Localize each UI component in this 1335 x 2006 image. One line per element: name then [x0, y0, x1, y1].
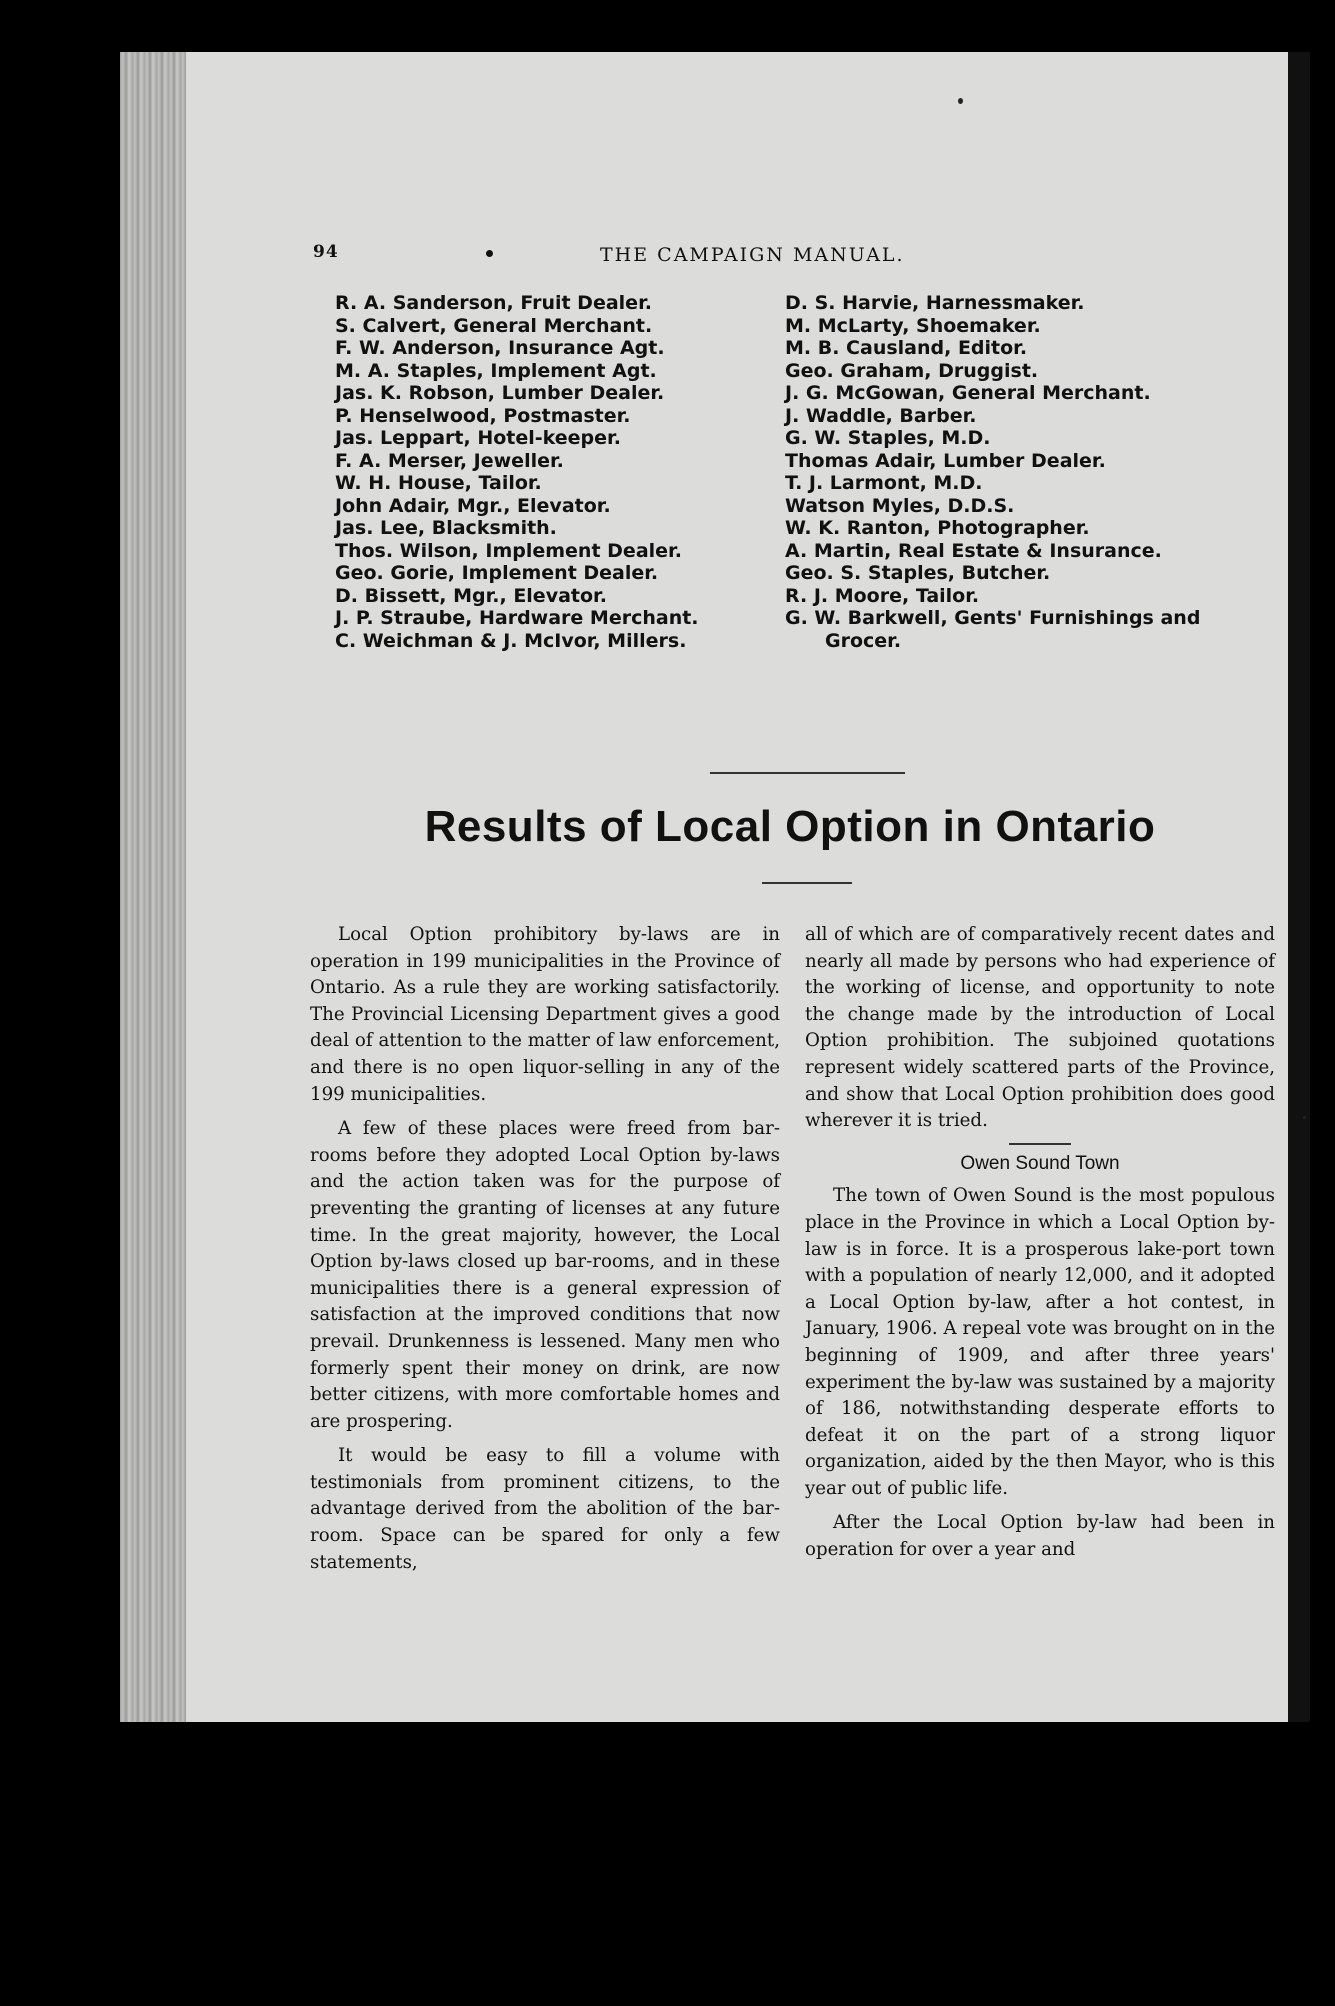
supporters-lists	[310, 292, 1270, 692]
article-paragraph: After the Local Option by-law had been in operation for over a year and	[805, 1512, 1275, 1561]
list-item: D. S. Harvie, Harnessmaker.	[785, 292, 1085, 314]
right-name-list	[785, 292, 1265, 652]
list-item: T. J. Larmont, M.D.	[785, 472, 983, 494]
list-item: G. W. Staples, M.D.	[785, 427, 991, 449]
article-left-column	[310, 922, 780, 1584]
list-item: J. Waddle, Barber.	[785, 404, 977, 427]
title-underline	[762, 882, 852, 884]
article-paragraph: It would be easy to fill a volume with testimonials from prominent citizens, to the advantage derived from the abolition of the bar-room. Space can be spared for only a few statements,	[310, 1445, 780, 1573]
article-title: Results of Local Option in Ontario	[424, 802, 1156, 851]
page-binding	[120, 52, 186, 1722]
list-item: M. B. Causland, Editor.	[785, 337, 1028, 359]
list-item: A. Martin, Real Estate & Insurance.	[785, 539, 1162, 562]
subheading-rule	[1009, 1143, 1071, 1145]
page-content	[310, 242, 1275, 1573]
list-item: F. W. Anderson, Insurance Agt.	[335, 337, 665, 359]
scan-speck	[958, 98, 963, 104]
left-name-list	[335, 292, 775, 652]
book-page	[120, 52, 1310, 1722]
list-item: R. A. Sanderson, Fruit Dealer.	[335, 292, 652, 314]
subheading-owen-sound: Owen Sound Town	[960, 1152, 1120, 1174]
page-header	[310, 242, 1270, 282]
list-item: C. Weichman & J. McIvor, Millers.	[335, 629, 687, 652]
list-item: Jas. K. Robson, Lumber Dealer.	[335, 382, 665, 404]
list-item: Watson Myles, D.D.S.	[785, 494, 1015, 517]
article-right-column	[805, 922, 1275, 1572]
list-item: J. G. McGowan, General Merchant.	[785, 382, 1151, 404]
article-paragraph: A few of these places were freed from bar-rooms before they adopted Local Option by-laws and the action taken was for the purpose of preventing the granting of licenses at any future time. In the great majority, however, the Local Option by-laws closed up bar-rooms, and in these municipalities there is a general expression of satisfaction at the improved conditions that now prevail. Drunkenness is lessened. Many men who formerly spent their money on drink, are now better citizens, with more comfortable homes and are prospering.	[310, 1118, 780, 1432]
list-item: F. A. Merser, Jeweller.	[335, 449, 564, 472]
list-item: W. H. House, Tailor.	[335, 472, 542, 494]
list-item: Jas. Lee, Blacksmith.	[335, 517, 557, 539]
list-item: J. P. Straube, Hardware Merchant.	[335, 607, 699, 629]
list-item: G. W. Barkwell, Gents' Furnishings and Grocer.	[785, 607, 1201, 652]
list-item: Thos. Wilson, Implement Dealer.	[335, 539, 682, 562]
page-edge-shadow	[1288, 52, 1310, 1722]
list-item: Geo. Graham, Druggist.	[785, 359, 1039, 382]
article-paragraph: Local Option prohibitory by-laws are in operation in 199 municipalities in the Province of Ontario. As a rule they are working satisfactorily. The Provincial Licensing Department gives a good deal of attention to the matter of law enforcement, and there is no open liquor-selling in any of the 199 municipalities.	[310, 924, 780, 1105]
section-divider	[710, 772, 905, 774]
list-item: M. A. Staples, Implement Agt.	[335, 359, 657, 382]
article-paragraph-continued: all of which are of comparatively recent dates and nearly all made by persons who had experience of the working of license, and opportunity to note the change made by the introduction of Local Option prohibition. The subjoined quotations represent widely scattered parts of the Province, and show that Local Option prohibition does good wherever it is tried.	[805, 924, 1275, 1132]
list-item: John Adair, Mgr., Elevator.	[335, 494, 611, 517]
list-item: Geo. Gorie, Implement Dealer.	[335, 562, 659, 584]
scan-speck	[1303, 1116, 1306, 1119]
list-item: S. Calvert, General Merchant.	[335, 314, 653, 337]
list-item: D. Bissett, Mgr., Elevator.	[335, 584, 607, 607]
list-item: P. Henselwood, Postmaster.	[335, 404, 631, 427]
list-item: W. K. Ranton, Photographer.	[785, 517, 1090, 539]
list-item: Jas. Leppart, Hotel-keeper.	[335, 427, 621, 449]
list-item: M. McLarty, Shoemaker.	[785, 314, 1041, 337]
list-item: Thomas Adair, Lumber Dealer.	[785, 449, 1106, 472]
article-paragraph: The town of Owen Sound is the most populous place in the Province in which a Local Option by-law is in force. It is a prosperous lake-port town with a population of nearly 12,000, and it adopted a Local Option by-law, after a hot contest, in January, 1906. A repeal vote was brought on in the beginning of 1909, and after three years' experiment the by-law was sustained by a majority of 186, notwithstanding desperate efforts to defeat it on the part of a strong liquor organization, aided by the then Mayor, who is this year out of public life.	[805, 1185, 1275, 1499]
page-number: 94	[313, 242, 339, 262]
list-item: R. J. Moore, Tailor.	[785, 584, 980, 607]
list-item: Geo. S. Staples, Butcher.	[785, 562, 1051, 584]
header-dot	[486, 250, 493, 257]
running-head: THE CAMPAIGN MANUAL.	[600, 244, 905, 266]
